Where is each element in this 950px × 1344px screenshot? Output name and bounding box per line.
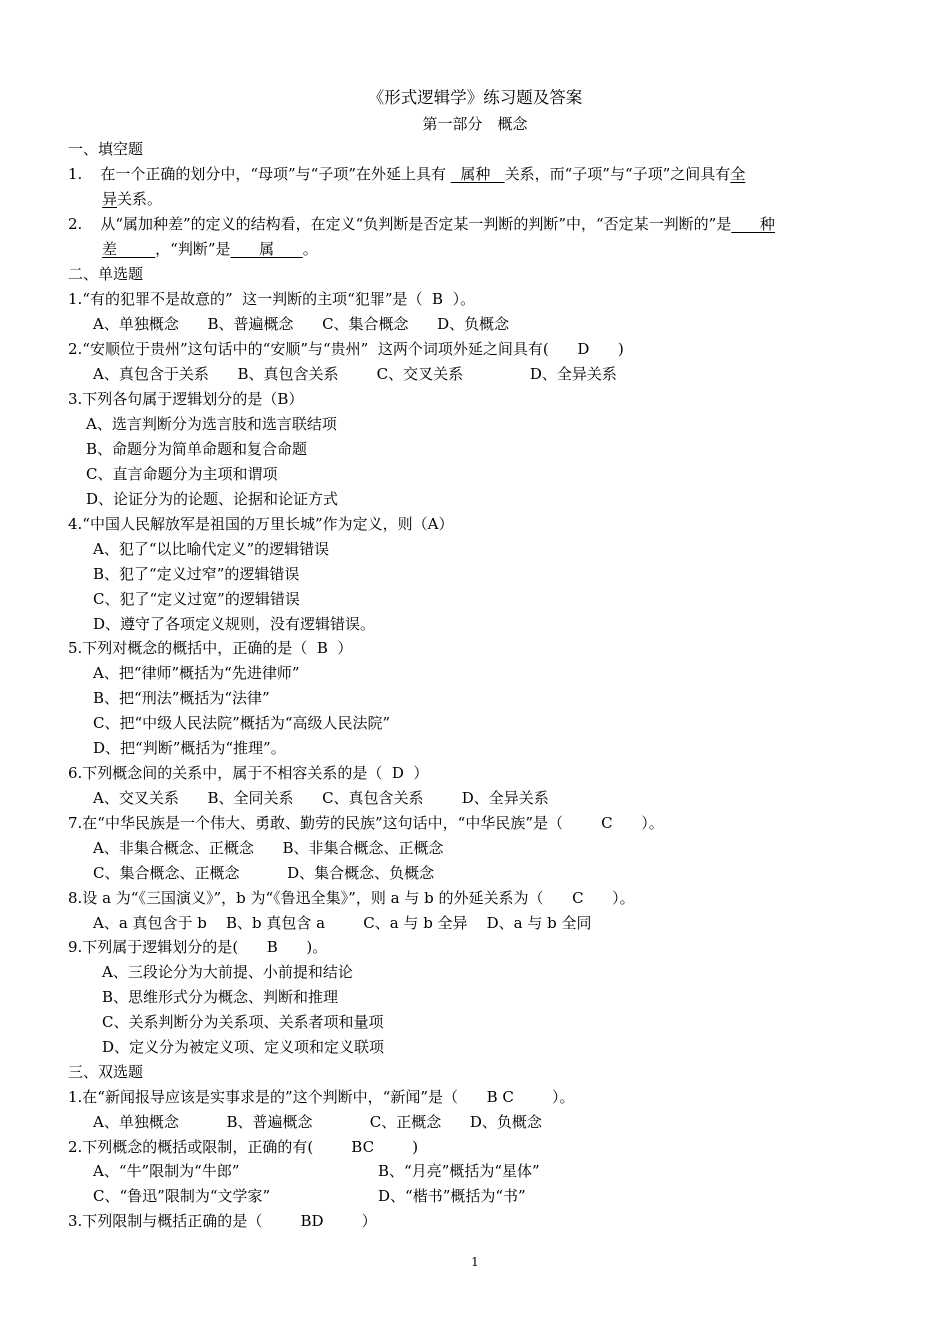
document-title: 《形式逻辑学》练习题及答案 — [367, 88, 583, 107]
section-heading-double: 三、双选题 — [68, 1063, 144, 1081]
fill-question-1-cont — [102, 189, 162, 209]
single-question-5-option-c: C、把“中级人民法院”概括为“高级人民法院” — [93, 714, 391, 732]
answer-blank: 异 — [102, 190, 118, 208]
double-question-2: 2.下列概念的概括或限制，正确的有( BC ) — [68, 1138, 419, 1156]
double-question-2-option-a: A、“牛”限制为“牛郎” — [93, 1162, 240, 1180]
single-question-3-option-c: C、直言命题分为主项和谓项 — [86, 465, 278, 483]
single-question-2: 2.“安顺位于贵州”这句话中的“安顺”与“贵州” 这两个词项外延之间具有( D ) — [68, 340, 624, 358]
single-question-5-option-a: A、把“律师”概括为“先进律师” — [93, 664, 300, 682]
question-text: 关系。 — [117, 190, 163, 208]
single-question-9-option-c: C、关系判断分为关系项、关系者项和量项 — [102, 1013, 384, 1031]
fill-question-2-cont — [102, 239, 318, 259]
single-question-8: 8.设 a 为“《三国演义》”，b 为“《鲁迅全集》”，则 a 与 b 的外延关系为（ C ）。 — [68, 889, 635, 907]
question-text: ，“判断”是 — [155, 240, 231, 258]
section-heading-fill: 一、填空题 — [68, 140, 144, 158]
single-question-4-option-b: B、犯了“定义过窄”的逻辑错误 — [93, 565, 300, 583]
single-question-9: 9.下列属于逻辑划分的是( B )。 — [68, 938, 328, 956]
single-question-4-option-d: D、遵守了各项定义规则，没有逻辑错误。 — [93, 615, 376, 633]
single-question-3-option-a: A、选言判断分为选言肢和选言联结项 — [86, 415, 337, 433]
single-question-6: 6.下列概念间的关系中，属于不相容关系的是（ D ） — [68, 764, 429, 782]
single-question-1: 1.“有的犯罪不是故意的” 这一判断的主项“犯罪”是（ B ）。 — [68, 290, 476, 308]
question-number: 1. — [68, 165, 83, 183]
single-question-5-option-d: D、把“判断”概括为“推理”。 — [93, 739, 286, 757]
fill-question-1 — [68, 164, 745, 184]
single-question-5: 5.下列对概念的概括中，正确的是（ B ） — [68, 639, 353, 657]
answer-blank: 种 — [731, 215, 775, 233]
single-question-1-options: A、单独概念 B、普遍概念 C、集合概念 D、负概念 — [93, 315, 510, 333]
single-question-7-options-1: A、非集合概念、正概念 B、非集合概念、正概念 — [93, 839, 444, 857]
single-question-7-options-2: C、集合概念、正概念 D、集合概念、负概念 — [93, 864, 435, 882]
answer-blank: 属种 — [450, 165, 505, 183]
section-heading-single: 二、单选题 — [68, 265, 144, 283]
double-question-2-option-b: B、“月亮”概括为“星体” — [378, 1162, 540, 1180]
single-question-9-option-a: A、三段论分为大前提、小前提和结论 — [102, 963, 353, 981]
single-question-3: 3.下列各句属于逻辑划分的是（B） — [68, 390, 304, 408]
single-question-9-option-b: B、思维形式分为概念、判断和推理 — [102, 988, 339, 1006]
single-question-7: 7.在“中华民族是一个伟大、勇敢、勤劳的民族”这句话中，“中华民族”是（ C ）。 — [68, 814, 664, 832]
double-question-3: 3.下列限制与概括正确的是（ BD ） — [68, 1212, 377, 1230]
document-subtitle: 第一部分 概念 — [422, 115, 528, 133]
single-question-8-options: A、a 真包含于 b B、b 真包含 a C、a 与 b 全异 D、a 与 b 全同 — [93, 914, 592, 932]
question-text: 在一个正确的划分中，“母项”与“子项”在外延上具有 — [100, 165, 446, 183]
single-question-3-option-b: B、命题分为简单命题和复合命题 — [86, 440, 308, 458]
page-number: 1 — [471, 1255, 479, 1269]
single-question-2-options: A、真包含于关系 B、真包含关系 C、交叉关系 D、全异关系 — [93, 365, 617, 383]
answer-blank: 属 — [230, 240, 303, 258]
single-question-9-option-d: D、定义分为被定义项、定义项和定义联项 — [102, 1038, 385, 1056]
double-question-2-option-c: C、“鲁迅”限制为“文学家” — [93, 1187, 271, 1205]
double-question-1: 1.在“新闻报导应该是实事求是的”这个判断中，“新闻”是（ B C ）。 — [68, 1088, 575, 1106]
answer-blank: 全 — [730, 165, 746, 183]
single-question-5-option-b: B、把“刑法”概括为“法律” — [93, 689, 270, 707]
fill-question-2 — [68, 214, 775, 234]
question-text: 关系，而“子项”与“子项”之间具有 — [504, 165, 731, 183]
double-question-2-option-d: D、“楷书”概括为“书” — [378, 1187, 526, 1205]
question-number: 2. — [68, 215, 83, 233]
single-question-6-options: A、交叉关系 B、全同关系 C、真包含关系 D、全异关系 — [93, 789, 549, 807]
question-text: 从“属加种差”的定义的结构看，在定义“负判断是否定某一判断的判断”中，“否定某一判断的”是 — [100, 215, 732, 233]
single-question-4-option-a: A、犯了“以比喻代定义”的逻辑错误 — [93, 540, 330, 558]
single-question-4: 4.“中国人民解放军是祖国的万里长城”作为定义，则（A） — [68, 515, 454, 533]
answer-blank: 差 — [102, 240, 156, 258]
single-question-3-option-d: D、论证分为的论题、论据和论证方式 — [86, 490, 339, 508]
question-text: 。 — [302, 240, 318, 258]
double-question-1-options: A、单独概念 B、普遍概念 C、正概念 D、负概念 — [93, 1113, 542, 1131]
single-question-4-option-c: C、犯了“定义过宽”的逻辑错误 — [93, 590, 300, 608]
